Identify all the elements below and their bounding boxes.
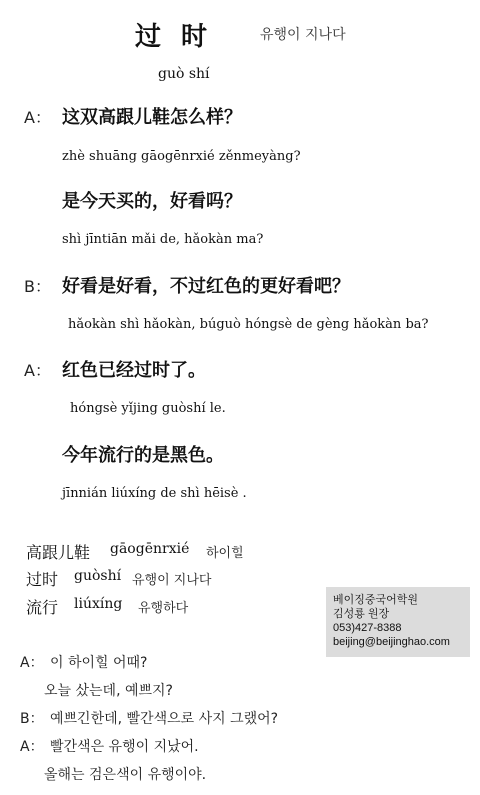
- dialogue-chinese: 红色已经过时了。: [62, 360, 206, 381]
- contact-box: [326, 587, 470, 657]
- vocab-chinese: 流行: [26, 598, 59, 617]
- translation-line: 오늘 샀는데, 예쁘지?: [44, 683, 173, 699]
- vocab-pinyin: liúxíng: [74, 596, 123, 612]
- translation-speaker: A：: [20, 739, 44, 755]
- dialogue-chinese: 今年流行的是黑色。: [62, 445, 224, 466]
- translation-line: 이 하이힐 어때?: [50, 655, 148, 671]
- vocab-chinese: 高跟儿鞋: [26, 543, 91, 562]
- dialogue-pinyin: jīnnián liúxíng de shì hēisè .: [62, 486, 247, 501]
- speaker-label: B：: [24, 277, 51, 296]
- vocab-korean: 유행이 지나다: [132, 573, 212, 588]
- dialogue-chinese: 好看是好看，不过红色的更好看吧？: [62, 276, 350, 297]
- school-name: 베이징중국어학원: [333, 594, 419, 606]
- vocab-pinyin: gāogēnrxié: [110, 541, 190, 557]
- dialogue-pinyin: zhè shuāng gāogēnrxié zěnmeyàng?: [62, 149, 301, 164]
- lesson-title-chinese: 过时: [135, 22, 228, 52]
- translation-speaker: A：: [20, 655, 44, 671]
- dialogue-chinese: 是今天买的，好看吗？: [62, 191, 242, 212]
- director-name: 김성룡 원장: [333, 608, 390, 620]
- dialogue-chinese: 这双高跟儿鞋怎么样？: [62, 107, 242, 128]
- dialogue-pinyin: hóngsè yǐjing guòshí le.: [70, 401, 226, 416]
- speaker-label: A：: [24, 108, 51, 127]
- dialogue-pinyin: shì jīntiān mǎi de, hǎokàn ma?: [62, 232, 264, 247]
- translation-line: 예쁘긴한데, 빨간색으로 사지 그랬어?: [50, 711, 279, 727]
- vocab-chinese: 过时: [26, 570, 59, 589]
- vocab-pinyin: guòshí: [74, 568, 122, 584]
- translation-line: 올해는 검은색이 유행이야.: [44, 767, 207, 783]
- speaker-label: A：: [24, 361, 51, 380]
- email-address: beijing@beijinghao.com: [333, 636, 450, 648]
- lesson-title-pinyin: guò shí: [158, 66, 210, 82]
- lesson-title-korean: 유행이 지나다: [260, 27, 346, 43]
- vocab-korean: 하이힐: [206, 546, 244, 561]
- vocab-korean: 유행하다: [138, 601, 189, 616]
- phone-number: 053)427-8388: [333, 622, 402, 634]
- dialogue-pinyin: hǎokàn shì hǎokàn, búguò hóngsè de gèng hǎokàn ba?: [68, 317, 429, 332]
- translation-speaker: B：: [20, 711, 44, 727]
- translation-line: 빨간색은 유행이 지났어.: [50, 739, 199, 755]
